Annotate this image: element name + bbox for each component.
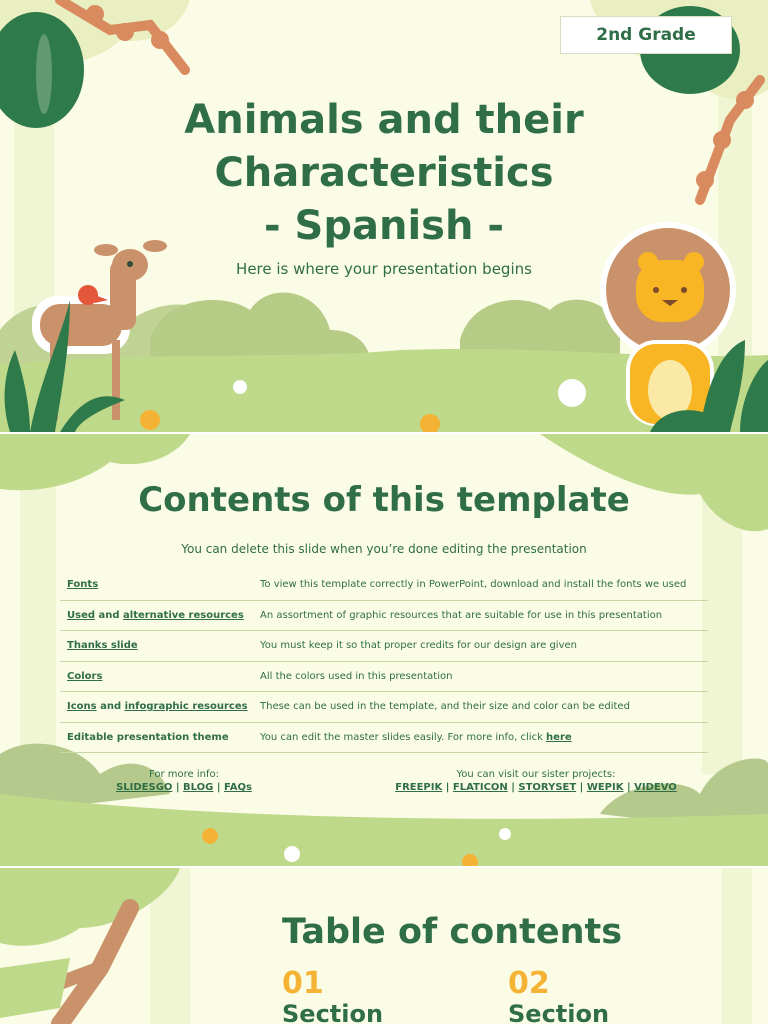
videvo-link[interactable]: VIDEVO bbox=[634, 782, 677, 793]
flower bbox=[202, 828, 218, 844]
storyset-link[interactable]: STORYSET bbox=[518, 782, 577, 793]
title-line: - Spanish - bbox=[264, 203, 504, 249]
faqs-link[interactable]: FAQs bbox=[224, 782, 252, 793]
row-description: All the colors used in this presentation bbox=[260, 670, 453, 682]
flower bbox=[284, 846, 300, 862]
used-resources-link[interactable]: Used bbox=[67, 609, 96, 621]
blog-link[interactable]: BLOG bbox=[183, 782, 214, 793]
row-title bbox=[60, 579, 260, 590]
row-description: To view this template correctly in PowerPoint, download and install the fonts we used bbox=[260, 579, 687, 591]
table-row bbox=[60, 631, 708, 662]
footer-links bbox=[386, 781, 686, 794]
grade-label: 2nd Grade bbox=[560, 16, 732, 54]
freepik-link[interactable]: FREEPIK bbox=[395, 782, 443, 793]
section-number: 01 bbox=[282, 966, 324, 1001]
footer-more-info bbox=[84, 768, 284, 794]
infographic-resources-link[interactable]: infographic resources bbox=[124, 701, 248, 713]
contents-subtitle: You can delete this slide when you’re done editing the presentation bbox=[181, 542, 587, 556]
table-row bbox=[60, 601, 708, 632]
row-description: These can be used in the template, and their size and color can be edited bbox=[260, 701, 630, 713]
row-title-joiner: and bbox=[96, 701, 125, 713]
row-description: An assortment of graphic resources that are suitable for use in this presentation bbox=[260, 609, 663, 621]
section-label: Section bbox=[282, 1000, 384, 1024]
toc-title: Table of contents bbox=[282, 912, 623, 952]
icons-link[interactable]: Icons bbox=[67, 701, 97, 713]
footer-label: You can visit our sister projects: bbox=[456, 769, 616, 780]
row-title bbox=[60, 610, 260, 621]
row-title bbox=[60, 640, 260, 651]
link-separator: | bbox=[576, 782, 587, 793]
section-label: Section bbox=[508, 1000, 610, 1024]
footer-links bbox=[84, 781, 284, 794]
flaticon-link[interactable]: FLATICON bbox=[452, 782, 508, 793]
row-title bbox=[60, 701, 260, 712]
presentation-subtitle: Here is where your presentation begins bbox=[236, 260, 532, 278]
fonts-link[interactable]: Fonts bbox=[67, 579, 99, 591]
row-title-joiner: and bbox=[95, 609, 124, 621]
row-description-text: You can edit the master slides easily. For more info, click bbox=[260, 731, 547, 743]
table-row bbox=[60, 692, 708, 723]
link-separator: | bbox=[623, 782, 635, 793]
colors-link[interactable]: Colors bbox=[67, 670, 103, 682]
alternative-resources-link[interactable]: alternative resources bbox=[123, 609, 244, 621]
row-description: You must keep it so that proper credits for our design are given bbox=[260, 640, 577, 652]
link-separator: | bbox=[507, 782, 519, 793]
contents-slide bbox=[0, 434, 768, 866]
canopy bbox=[0, 868, 180, 946]
title-slide bbox=[0, 0, 768, 432]
link-separator: | bbox=[172, 782, 184, 793]
contents-table bbox=[60, 570, 708, 753]
slidesgo-link[interactable]: SLIDESGO bbox=[116, 782, 173, 793]
table-row bbox=[60, 570, 708, 601]
contents-title: Contents of this template bbox=[138, 480, 630, 520]
table-row bbox=[60, 723, 708, 754]
bush bbox=[150, 293, 370, 360]
section-number: 02 bbox=[508, 966, 550, 1001]
editable-theme-label: Editable presentation theme bbox=[67, 731, 229, 743]
presentation-title bbox=[134, 94, 634, 253]
row-title bbox=[60, 671, 260, 682]
table-row bbox=[60, 662, 708, 693]
footer-sister-projects bbox=[386, 768, 686, 794]
table-of-contents-slide bbox=[0, 868, 768, 1024]
here-link[interactable]: here bbox=[546, 731, 572, 743]
link-separator: | bbox=[213, 782, 225, 793]
footer-label: For more info: bbox=[148, 769, 219, 780]
row-description bbox=[260, 732, 708, 743]
link-separator: | bbox=[442, 782, 453, 793]
wepik-link[interactable]: WEPIK bbox=[586, 782, 624, 793]
title-line: Animals and their bbox=[184, 97, 584, 143]
title-line: Characteristics bbox=[214, 150, 554, 196]
row-title bbox=[60, 732, 260, 743]
flower bbox=[499, 828, 511, 840]
thanks-slide-link[interactable]: Thanks slide bbox=[67, 640, 138, 652]
